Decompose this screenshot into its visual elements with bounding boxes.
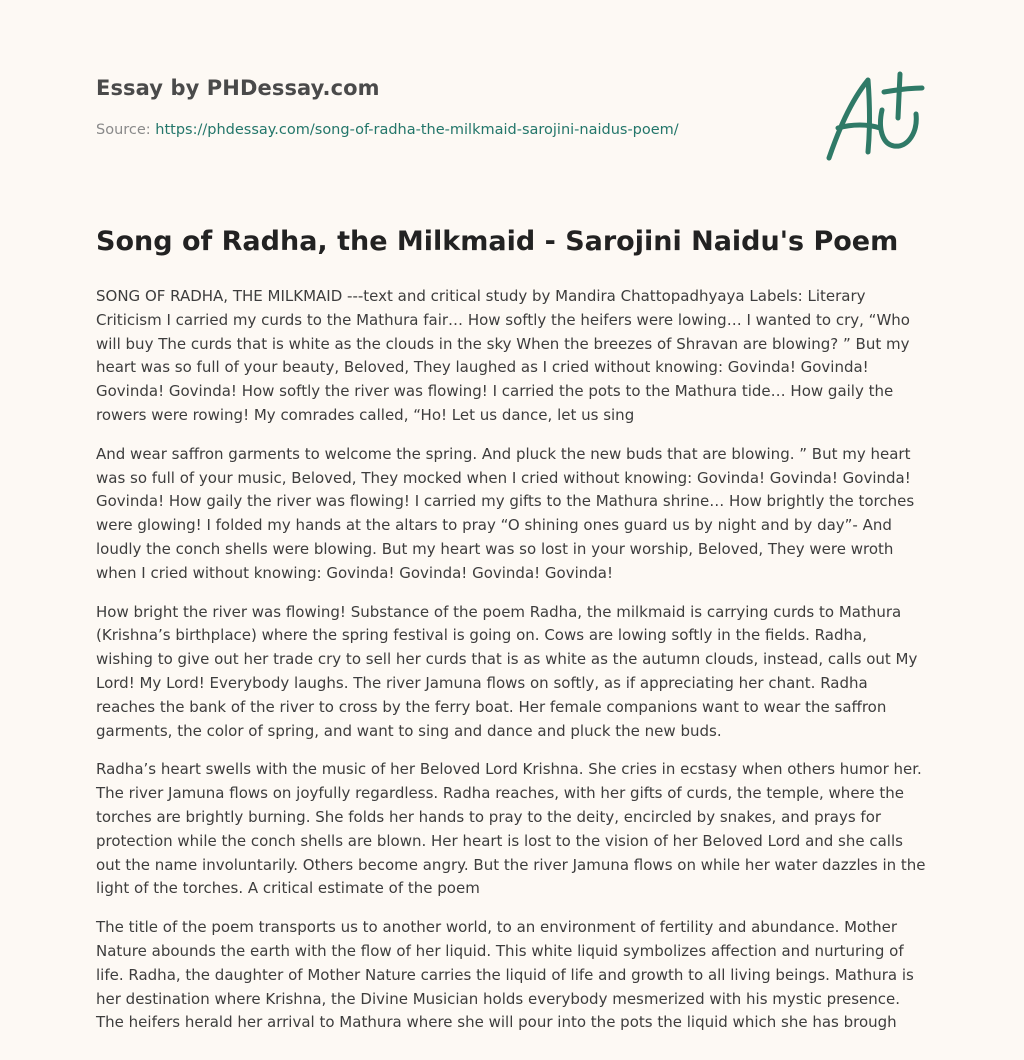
source-line [96,122,796,138]
essay-body [96,285,926,1050]
a-plus-grade-icon [820,66,930,166]
essay-title: Song of Radha, the Milkmaid - Sarojini Naidu's Poem [96,226,899,257]
site-brand: Essay by PHDessay.com [96,76,380,100]
paragraph: And wear saffron garments to welcome the spring. And pluck the new buds that are blowing. ” But my heart was so full of your music, Beloved, They mocked when I cried without knowing: Govinda! Govinda! Govinda! Govinda! How gaily the river was flowing! I carried my gifts to the Mathura shrine… How brightly the torches were glowing! I folded my hands at the altars to pray “O shining ones guard us by night and by day”- And loudly the conch shells were blowing. But my heart was so lost in your worship, Beloved, They were wroth when I cried without knowing: Govinda! Govinda! Govinda! Govinda! [96,444,915,582]
paragraph: SONG OF RADHA, THE MILKMAID ---text and critical study by Mandira Chattopadhyaya Labels: Literary Criticism I carried my curds to the Mathura fair… How softly the heifers were lowing… I wanted to cry, “Who will buy The curds that is white as the clouds in the sky When the breezes of Shravan are blowing? ” But my heart was so full of your beauty, Beloved, They laughed as I cried without knowing: Govinda! Govinda! Govinda! Govinda! How softly the river was flowing! I carried the pots to the Mathura tide… How gaily the rowers were rowing! My comrades called, “Ho! Let us dance, let us sing [96,287,910,424]
source-link[interactable]: https://phdessay.com/song-of-radha-the-milkmaid-sarojini-naidus-poem/ [155,122,679,138]
paragraph: How bright the river was flowing! Substance of the poem Radha, the milkmaid is carrying curds to Mathura (Krishna’s birthplace) where the spring festival is going on. Cows are lowing softly in the fields. Radha, wishing to give out her trade cry to sell her curds that is as white as the autumn clouds, instead, calls out My Lord! My Lord! Everybody laughs. The river Jamuna flows on softly, as if appreciating her chant. Radha reaches the bank of the river to cross by the ferry boat. Her female companions want to wear the saffron garments, the color of spring, and want to sing and dance and pluck the new buds. [96,602,918,740]
page-header [96,76,796,138]
paragraph: The title of the poem transports us to another world, to an environment of fertility and abundance. Mother Nature abounds the earth with the flow of her liquid. This white liquid symbolizes affection and nurturing of life. Radha, the daughter of Mother Nature carries the liquid of life and growth to all living beings. Mathura is her destination where Krishna, the Divine Musician holds everybody mesmerized with his mystic presence. The heifers herald her arrival to Mathura where she will pour into the pots the liquid which she has brough [96,918,914,1032]
source-label: Source: [96,122,151,138]
paragraph: Radha’s heart swells with the music of her Beloved Lord Krishna. She cries in ecstasy when others humor her. The river Jamuna flows on joyfully regardless. Radha reaches, with her gifts of curds, the temple, where the torches are brightly burning. She folds her hands to pray to the deity, encircled by snakes, and prays for protection while the conch shells are blown. Her heart is lost to the vision of her Beloved Lord and she calls out the name involuntarily. Others become angry. But the river Jamuna flows on while her water dazzles in the light of the torches. A critical estimate of the poem [96,760,926,898]
